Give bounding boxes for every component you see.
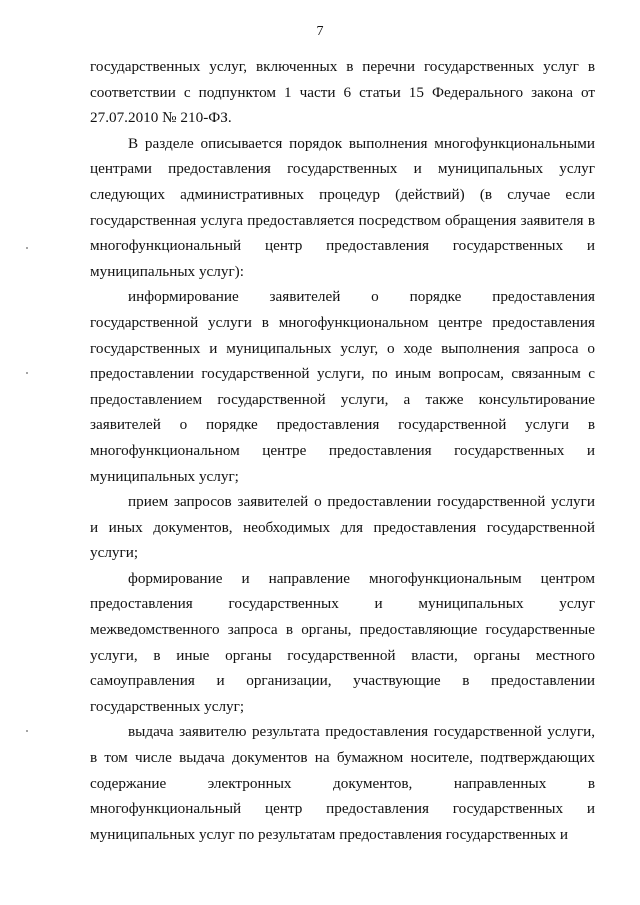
paragraph-continuation: государственных услуг, включенных в перечни государственных услуг в соответствии с подпунктом 1 части 6 статьи 15 Федерального закона от 27.07.2010 № 210-ФЗ. [90,58,595,127]
scan-speck [26,372,28,374]
page-number: 7 [316,24,324,39]
document-body [90,54,595,847]
paragraph-receiving-requests: прием запросов заявителей о предоставлении государственной услуги и иных документов, необходимых для предоставления государственной услуги; [90,493,595,562]
paragraph-interagency-request: формирование и направление многофункциональным центром предоставления государственных и муниципальных услуг межведомственного запроса в органы, предоставляющие государственные услуги, в иные органы государственной власти, органы местного самоуправления и организации, участвующие в предоставлении государственных услуг; [90,569,595,715]
scan-speck [26,730,28,732]
scan-speck [26,247,28,249]
paragraph-informing-applicants: информирование заявителей о порядке предоставления государственной услуги в многофункциональном центре предоставления государственных и муниципальных услуг, о ходе выполнения запроса о предоставлении государственной услуги, по иным вопросам, связанным с предоставлением государственной услуги, а также консультирование заявителей о порядке предоставления государственной услуги в многофункциональном центре предоставления государственных и муниципальных услуг; [90,288,595,485]
paragraph-issuing-result: выдача заявителю результата предоставления государственной услуги, в том числе выдача документов на бумажном носителе, подтверждающих содержание электронных документов, направленных в многофункциональный центр предоставления государственных и муниципальных услуг по результатам предоставления государственных и [90,723,595,843]
paragraph-section-description: В разделе описывается порядок выполнения многофункциональными центрами предоставления государственных и муниципальных услуг следующих административных процедур (действий) (в случае если государственная услуга предоставляется посредством обращения заявителя в многофункциональный центр предоставления государственных и муниципальных услуг): [90,134,595,280]
